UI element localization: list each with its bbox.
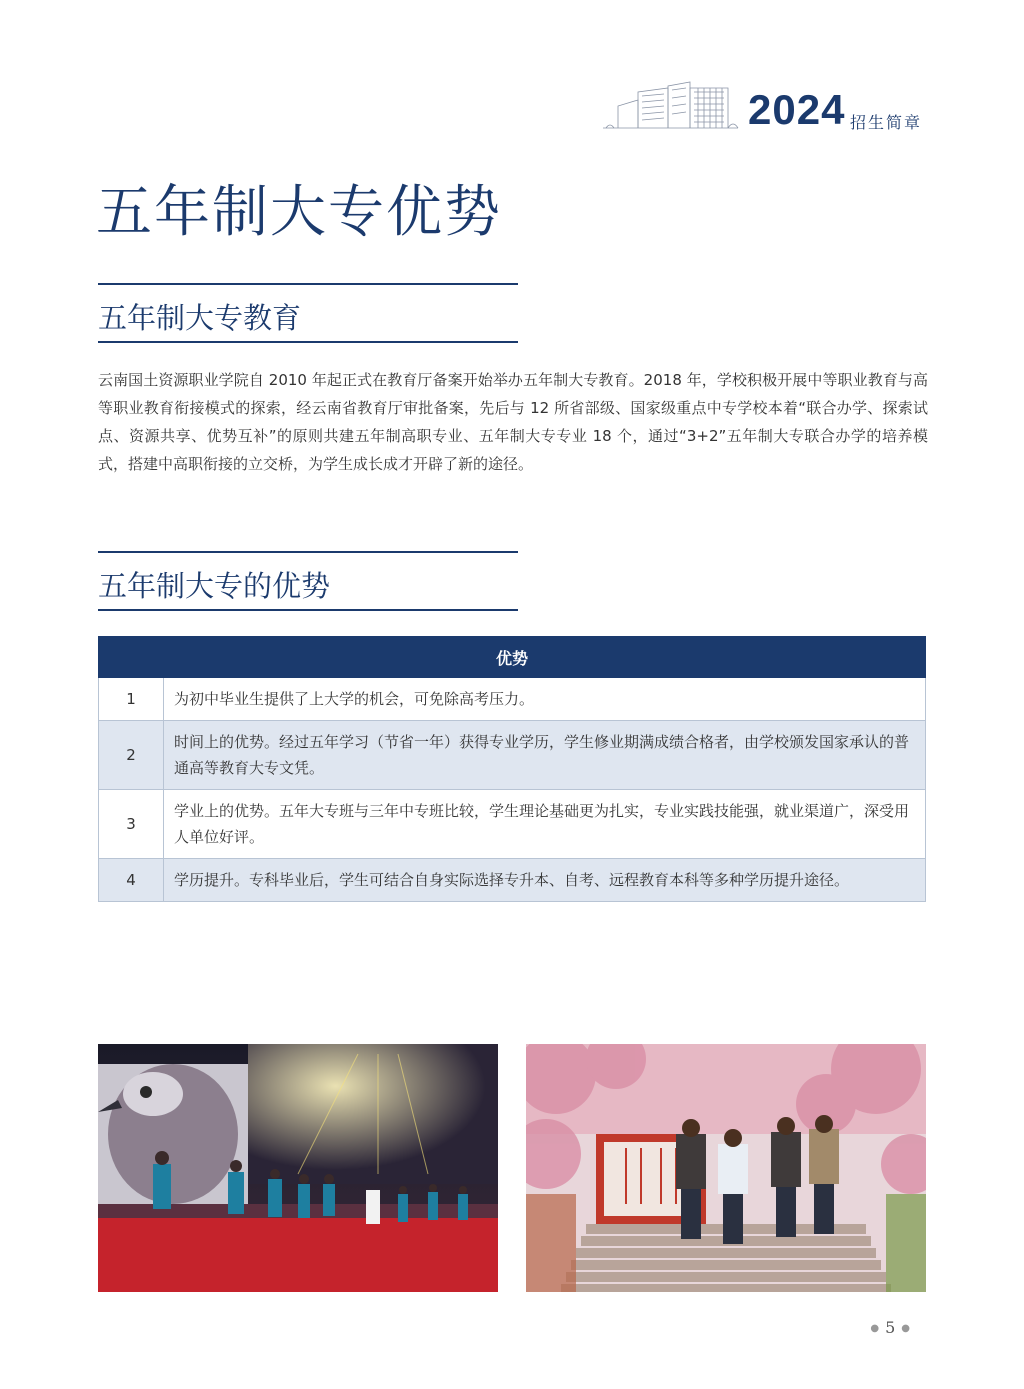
section1-body: 云南国土资源职业学院自 2010 年起正式在教育厅备案开始举办五年制大专教育。2018 年，学校积极开展中等职业教育与高等职业教育衔接模式的探索，经云南省教育厅审批备案，先后与 12 所省部级、国家级重点中专学校本着“联合办学、探索试点、资源共享、优势互补”的原则共建五年制高职专业、五年制大专专业 18 个，通过“3+2”五年制大专联合办学的培养模式，搭建中高职衔接的立交桥，为学生成长成才开辟了新的途径。 bbox=[98, 371, 928, 473]
stage-performance-photo bbox=[98, 1044, 498, 1292]
row-text: 为初中毕业生提供了上大学的机会，可免除高考压力。 bbox=[164, 678, 926, 721]
page-number bbox=[864, 1318, 916, 1337]
row-text: 学业上的优势。五年大专班与三年中专班比较，学生理论基础更为扎实，专业实践技能强，就业渠道广，深受用人单位好评。 bbox=[164, 790, 926, 859]
advantages-table bbox=[98, 636, 926, 902]
row-text: 学历提升。专科毕业后，学生可结合自身实际选择专升本、自考、远程教育本科等多种学历提升途径。 bbox=[164, 859, 926, 902]
table-row bbox=[99, 859, 926, 902]
dot-icon: ● bbox=[870, 1323, 880, 1334]
row-text: 时间上的优势。经过五年学习（节省一年）获得专业学历，学生修业期满成绩合格者，由学校颁发国家承认的普通高等教育大专文凭。 bbox=[164, 721, 926, 790]
header-subtitle: 招生简章 bbox=[850, 113, 923, 132]
table-header: 优势 bbox=[99, 637, 926, 678]
section2-title: 五年制大专的优势 bbox=[98, 569, 331, 603]
building-sketch-icon bbox=[598, 78, 743, 134]
row-number: 3 bbox=[99, 790, 164, 859]
students-on-stairs-photo bbox=[526, 1044, 926, 1292]
header-year: 2024 bbox=[748, 86, 846, 133]
section1-top-rule bbox=[98, 283, 518, 285]
table-row bbox=[99, 721, 926, 790]
page-number-value: 5 bbox=[885, 1318, 896, 1337]
table-row bbox=[99, 790, 926, 859]
page-title: 五年制大专优势 bbox=[96, 180, 502, 245]
row-number: 1 bbox=[99, 678, 164, 721]
section2-bottom-rule bbox=[98, 609, 518, 611]
row-number: 2 bbox=[99, 721, 164, 790]
dot-icon: ● bbox=[901, 1323, 910, 1334]
row-number: 4 bbox=[99, 859, 164, 902]
section2-top-rule bbox=[98, 551, 518, 553]
table-row bbox=[99, 678, 926, 721]
section1-title: 五年制大专教育 bbox=[98, 301, 302, 335]
page-header bbox=[598, 72, 928, 142]
section1-bottom-rule bbox=[98, 341, 518, 343]
